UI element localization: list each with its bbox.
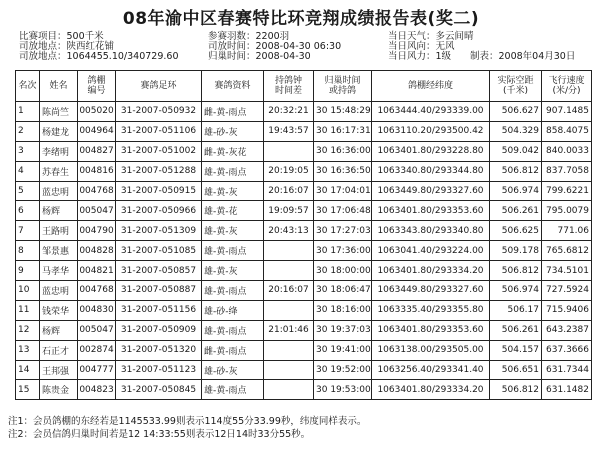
note-2: 注2：会员信鸽归巢时间若是12 14:33:55则表示12日14时33分55秒。 <box>8 429 311 440</box>
cell-speed: 637.3666 <box>542 340 592 360</box>
cell-distance: 506.812 <box>490 161 542 181</box>
cell-speed: 799.6221 <box>542 181 592 201</box>
cell-ring-no: 31-2007-051002 <box>116 141 202 161</box>
cell-distance: 509.178 <box>490 241 542 261</box>
cell-speed: 765.6812 <box>542 241 592 261</box>
cell-return-time: 30 19:53:00 <box>314 380 372 400</box>
cell-name: 杨辉 <box>40 201 78 221</box>
cell-ring-no: 31-2007-050909 <box>116 320 202 340</box>
event-info: 比赛项目：500千米 <box>19 31 104 42</box>
cell-rank: 3 <box>16 141 40 161</box>
cell-pigeon-info: 雄-黄-雨点 <box>202 161 264 181</box>
cell-return-time: 30 15:48:29 <box>314 102 372 122</box>
cell-loft-coords: 1063401.80/293334.20 <box>372 261 490 281</box>
cell-loft-no: 005047 <box>78 320 116 340</box>
cell-loft-no: 004768 <box>78 281 116 301</box>
header-pigeon-info: 赛鸽资料 <box>202 71 264 102</box>
cell-speed: 715.9406 <box>542 300 592 320</box>
cell-clock-diff: 21:01:46 <box>264 320 314 340</box>
cell-pigeon-info: 雌-黄-雨点 <box>202 102 264 122</box>
cell-ring-no: 31-2007-050887 <box>116 281 202 301</box>
made-date: 制表：2008年04月30日 <box>470 51 576 62</box>
cell-loft-coords: 1063340.80/293344.80 <box>372 161 490 181</box>
cell-clock-diff: 19:09:57 <box>264 201 314 221</box>
cell-return-time: 30 17:06:48 <box>314 201 372 221</box>
table-body <box>16 102 592 400</box>
weather-info: 当日天气：多云间晴 <box>388 31 474 42</box>
cell-pigeon-info: 雄-黄-雨点 <box>202 281 264 301</box>
cell-pigeon-info: 雄-黄-雨点 <box>202 380 264 400</box>
cell-speed: 858.4075 <box>542 121 592 141</box>
cell-name: 杨建龙 <box>40 121 78 141</box>
release-coords: 司放地点：1064455.10/340729.60 <box>19 51 179 62</box>
cell-clock-diff: 20:16:07 <box>264 281 314 301</box>
cell-speed: 727.5924 <box>542 281 592 301</box>
table-header-row <box>16 71 592 102</box>
cell-ring-no: 31-2007-050857 <box>116 261 202 281</box>
cell-rank: 10 <box>16 281 40 301</box>
header-loft-coords: 鸽棚经纬度 <box>372 71 490 102</box>
cell-distance: 504.329 <box>490 121 542 141</box>
cell-speed: 840.0033 <box>542 141 592 161</box>
release-time: 司放时间：2008-04-30 06:30 <box>208 41 342 52</box>
cell-return-time: 30 16:17:31 <box>314 121 372 141</box>
cell-ring-no: 31-2007-050966 <box>116 201 202 221</box>
pigeon-count: 参赛羽数：2200羽 <box>208 31 290 42</box>
cell-loft-no: 002874 <box>78 340 116 360</box>
cell-loft-coords: 1063449.80/293327.60 <box>372 181 490 201</box>
cell-pigeon-info: 雌-黄-灰花 <box>202 141 264 161</box>
cell-name: 陈贵金 <box>40 380 78 400</box>
cell-ring-no: 31-2007-051123 <box>116 360 202 380</box>
cell-rank: 13 <box>16 340 40 360</box>
cell-return-time: 30 19:37:03 <box>314 320 372 340</box>
table-row <box>16 340 592 360</box>
header-distance: 实际空距 (千米) <box>490 71 542 102</box>
cell-pigeon-info: 雄-黄-花 <box>202 201 264 221</box>
cell-pigeon-info: 雄-黄-灰 <box>202 221 264 241</box>
table-row <box>16 300 592 320</box>
cell-loft-no: 004964 <box>78 121 116 141</box>
notes <box>8 415 598 441</box>
cell-loft-no: 004790 <box>78 221 116 241</box>
header-ring-no: 赛鸽足环 <box>116 71 202 102</box>
cell-distance: 506.627 <box>490 102 542 122</box>
cell-rank: 8 <box>16 241 40 261</box>
cell-return-time: 30 17:36:00 <box>314 241 372 261</box>
cell-loft-coords: 1063335.40/293355.80 <box>372 300 490 320</box>
cell-clock-diff <box>264 300 314 320</box>
cell-clock-diff: 20:32:21 <box>264 102 314 122</box>
cell-distance: 506.261 <box>490 201 542 221</box>
cell-clock-diff <box>264 141 314 161</box>
cell-ring-no: 31-2007-050915 <box>116 181 202 201</box>
cell-rank: 5 <box>16 181 40 201</box>
cell-name: 邹景惠 <box>40 241 78 261</box>
wind-force: 当日风力：1级 <box>388 51 452 62</box>
cell-pigeon-info: 雄-黄-灰 <box>202 181 264 201</box>
cell-rank: 6 <box>16 201 40 221</box>
cell-name: 苏春生 <box>40 161 78 181</box>
cell-loft-coords: 1063401.80/293353.60 <box>372 201 490 221</box>
cell-speed: 771.06 <box>542 221 592 241</box>
cell-ring-no: 31-2007-051156 <box>116 300 202 320</box>
cell-distance: 506.261 <box>490 320 542 340</box>
cell-ring-no: 31-2007-051085 <box>116 241 202 261</box>
cell-ring-no: 31-2007-050845 <box>116 380 202 400</box>
table-row <box>16 201 592 221</box>
cell-name: 王邦强 <box>40 360 78 380</box>
header-name: 姓名 <box>40 71 78 102</box>
cell-clock-diff <box>264 261 314 281</box>
cell-loft-no: 004823 <box>78 380 116 400</box>
cell-loft-coords: 1063041.40/293224.00 <box>372 241 490 261</box>
header-loft-no: 鸽棚 编号 <box>78 71 116 102</box>
cell-name: 石正才 <box>40 340 78 360</box>
cell-name: 李绪明 <box>40 141 78 161</box>
cell-distance: 506.17 <box>490 300 542 320</box>
cell-loft-no: 004768 <box>78 181 116 201</box>
cell-rank: 12 <box>16 320 40 340</box>
cell-return-time: 30 19:41:00 <box>314 340 372 360</box>
cell-pigeon-info: 雄-黄-灰 <box>202 261 264 281</box>
cell-loft-coords: 1063401.80/293228.80 <box>372 141 490 161</box>
header-return-time: 归巢时间 或持鸽 <box>314 71 372 102</box>
cell-return-time: 30 16:36:50 <box>314 161 372 181</box>
cell-return-time: 30 17:04:01 <box>314 181 372 201</box>
cell-pigeon-info: 雄-砂-灰 <box>202 360 264 380</box>
cell-name: 陈尚竺 <box>40 102 78 122</box>
wind-direction: 当日风向：无风 <box>388 41 455 52</box>
cell-ring-no: 31-2007-050932 <box>116 102 202 122</box>
cell-name: 钱荣华 <box>40 300 78 320</box>
cell-loft-coords: 1063138.00/293505.00 <box>372 340 490 360</box>
cell-clock-diff: 20:16:07 <box>264 181 314 201</box>
cell-speed: 631.1482 <box>542 380 592 400</box>
cell-distance: 506.974 <box>490 281 542 301</box>
cell-distance: 506.651 <box>490 360 542 380</box>
table-row <box>16 320 592 340</box>
table-row <box>16 161 592 181</box>
note-1: 注1：会员鸽棚的东经若是1145533.99则表示114度55分33.99秒，纬度同样表示。 <box>8 416 367 427</box>
table-row <box>16 241 592 261</box>
cell-loft-no: 005020 <box>78 102 116 122</box>
cell-return-time: 30 17:27:03 <box>314 221 372 241</box>
cell-return-time: 30 18:16:00 <box>314 300 372 320</box>
cell-rank: 15 <box>16 380 40 400</box>
cell-return-time: 30 18:06:47 <box>314 281 372 301</box>
cell-loft-coords: 1063110.20/293500.42 <box>372 121 490 141</box>
cell-pigeon-info: 雄-黄-雨点 <box>202 241 264 261</box>
cell-speed: 837.7058 <box>542 161 592 181</box>
cell-distance: 504.157 <box>490 340 542 360</box>
cell-loft-no: 004777 <box>78 360 116 380</box>
cell-speed: 643.2387 <box>542 320 592 340</box>
cell-loft-no: 004821 <box>78 261 116 281</box>
cell-ring-no: 31-2007-051106 <box>116 121 202 141</box>
cell-loft-coords: 1063444.40/293339.00 <box>372 102 490 122</box>
cell-speed: 734.5101 <box>542 261 592 281</box>
cell-rank: 14 <box>16 360 40 380</box>
cell-clock-diff <box>264 241 314 261</box>
header-clock-diff: 持鸽钟 时间差 <box>264 71 314 102</box>
cell-loft-coords: 1063401.80/293353.60 <box>372 320 490 340</box>
cell-loft-coords: 1063449.80/293327.60 <box>372 281 490 301</box>
cell-ring-no: 31-2007-051320 <box>116 340 202 360</box>
cell-rank: 2 <box>16 121 40 141</box>
cell-speed: 907.1485 <box>542 102 592 122</box>
cell-pigeon-info: 雌-黄-雨点 <box>202 340 264 360</box>
cell-clock-diff <box>264 340 314 360</box>
cell-clock-diff <box>264 360 314 380</box>
cell-pigeon-info: 雄-砂-灰 <box>202 121 264 141</box>
cell-rank: 4 <box>16 161 40 181</box>
table-row <box>16 261 592 281</box>
return-time: 归巢时间：2008-04-30 <box>208 51 311 62</box>
cell-speed: 631.7344 <box>542 360 592 380</box>
cell-clock-diff: 19:43:57 <box>264 121 314 141</box>
table-row <box>16 181 592 201</box>
cell-return-time: 30 19:52:00 <box>314 360 372 380</box>
table-row <box>16 281 592 301</box>
release-place: 司放地点：陕西红花铺 <box>19 41 115 52</box>
cell-distance: 506.812 <box>490 261 542 281</box>
cell-rank: 7 <box>16 221 40 241</box>
cell-name: 蓝忠明 <box>40 281 78 301</box>
table-row <box>16 141 592 161</box>
cell-pigeon-info: 雄-黄-雨点 <box>202 320 264 340</box>
results-table <box>15 70 592 400</box>
cell-return-time: 30 18:00:00 <box>314 261 372 281</box>
cell-loft-coords: 1063343.80/293340.80 <box>372 221 490 241</box>
cell-name: 杨辉 <box>40 320 78 340</box>
cell-name: 马孝华 <box>40 261 78 281</box>
cell-ring-no: 31-2007-051288 <box>116 161 202 181</box>
cell-speed: 795.0079 <box>542 201 592 221</box>
table-row <box>16 121 592 141</box>
table-row <box>16 221 592 241</box>
cell-clock-diff: 20:19:05 <box>264 161 314 181</box>
cell-loft-no: 005047 <box>78 201 116 221</box>
cell-name: 王路明 <box>40 221 78 241</box>
cell-pigeon-info: 雄-砂-绛 <box>202 300 264 320</box>
cell-return-time: 30 16:36:00 <box>314 141 372 161</box>
cell-loft-coords: 1063256.40/293341.40 <box>372 360 490 380</box>
cell-clock-diff <box>264 380 314 400</box>
cell-name: 蓝忠明 <box>40 181 78 201</box>
cell-rank: 1 <box>16 102 40 122</box>
cell-distance: 506.974 <box>490 181 542 201</box>
cell-ring-no: 31-2007-051309 <box>116 221 202 241</box>
cell-loft-no: 004830 <box>78 300 116 320</box>
cell-distance: 509.042 <box>490 141 542 161</box>
cell-rank: 11 <box>16 300 40 320</box>
table-row <box>16 102 592 122</box>
report-title: 08年渝中区春赛特比环竞翔成绩报告表(奖二) <box>122 9 480 29</box>
cell-distance: 506.625 <box>490 221 542 241</box>
table-row <box>16 360 592 380</box>
race-info <box>0 31 602 73</box>
cell-loft-no: 004828 <box>78 241 116 261</box>
cell-loft-coords: 1063401.80/293334.20 <box>372 380 490 400</box>
cell-loft-no: 004827 <box>78 141 116 161</box>
table-row <box>16 380 592 400</box>
cell-distance: 506.812 <box>490 380 542 400</box>
header-speed: 飞行速度 (米/分) <box>542 71 592 102</box>
cell-loft-no: 004816 <box>78 161 116 181</box>
cell-clock-diff: 20:43:13 <box>264 221 314 241</box>
cell-rank: 9 <box>16 261 40 281</box>
header-rank: 名次 <box>16 71 40 102</box>
